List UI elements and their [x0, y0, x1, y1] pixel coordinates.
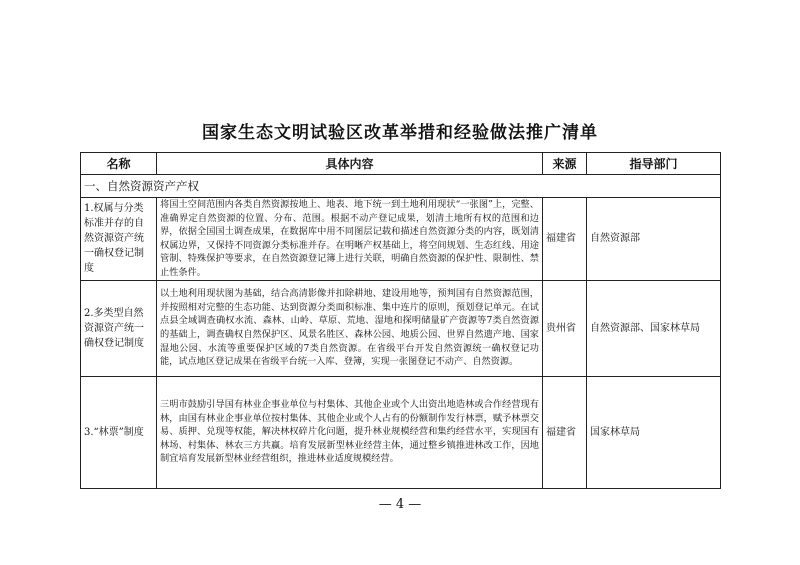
table-row: [81, 280, 721, 376]
page-number: — 4 —: [378, 497, 422, 512]
measures-table: [80, 152, 721, 489]
table-header-row: [81, 153, 721, 175]
header-content: 具体内容: [157, 153, 543, 175]
row-name: 1.权属与分类标准并存的自然资源资产统一确权登记制度: [81, 198, 157, 281]
row-name: 2.多类型自然资源资产统一确权登记制度: [81, 280, 157, 376]
header-name: 名称: [81, 153, 157, 175]
header-dept: 指导部门: [587, 153, 721, 175]
row-source: 贵州省: [543, 280, 587, 376]
row-name: 3.“林票”制度: [81, 376, 157, 488]
table-row: [81, 198, 721, 281]
section-row: [81, 175, 721, 198]
section-title: 一、自然资源资产产权: [81, 175, 721, 198]
table-row: [81, 376, 721, 488]
row-source: 福建省: [543, 376, 587, 488]
row-content: 三明市鼓励引导国有林业企事业单位与村集体、其他企业或个人出资出地造林或合作经营现有林，由国有林业企事业单位按村集体、其他企业或个人占有的份额制作发行林票，赋予林票交易、质押、兑现等权能，解决林权碎片化问题，提升林业规模经营和集约经营水平，实现国有林场、村集体、林农三方共赢。培育发展新型林业经营主体，通过整乡镇推进林改工作，因地制宜培育发展新型林业经营组织，推进林业适度规模经营。: [157, 376, 543, 488]
page-title: 国家生态文明试验区改革举措和经验做法推广清单: [202, 123, 598, 143]
row-content: 将国土空间范围内各类自然资源按地上、地表、地下统一到土地利用现状“一张图”上，完整、准确界定自然资源的位置、分布、范围。根据不动产登记成果，划清土地所有权的范围和边界，依据全国国土调查成果，在数据库中用不同图层记载和描述自然资源分类的内容，既划清权属边界，又保持不同资源分类标准并存。在明晰产权基础上，将空间规划、生态红线、用途管制、特殊保护等要求，在自然资源登记簿上进行关联，明确自然资源的保护性、限制性、禁止性条件。: [157, 198, 543, 281]
row-dept: 自然资源部: [587, 198, 721, 281]
header-source: 来源: [543, 153, 587, 175]
row-source: 福建省: [543, 198, 587, 281]
row-dept: 自然资源部、国家林草局: [587, 280, 721, 376]
row-content: 以土地利用现状图为基础，结合高清影像并扣除耕地、建设用地等，预判国有自然资源范围，并按照相对完整的生态功能、达到资源分类面积标准、集中连片的原则，预划登记单元。在试点县全域调查确权水流、森林、山岭、草原、荒地、湿地和探明储量矿产资源等7类自然资源的基础上，调查确权自然保护区、风景名胜区、森林公园、地质公园、世界自然遗产地、国家湿地公园、水流等重要保护区域的7类自然资源。在省级平台开发自然资源统一确权登记功能，试点地区登记成果在省级平台统一入库、登簿，实现一张图登记不动产、自然资源。: [157, 280, 543, 376]
row-dept: 国家林草局: [587, 376, 721, 488]
